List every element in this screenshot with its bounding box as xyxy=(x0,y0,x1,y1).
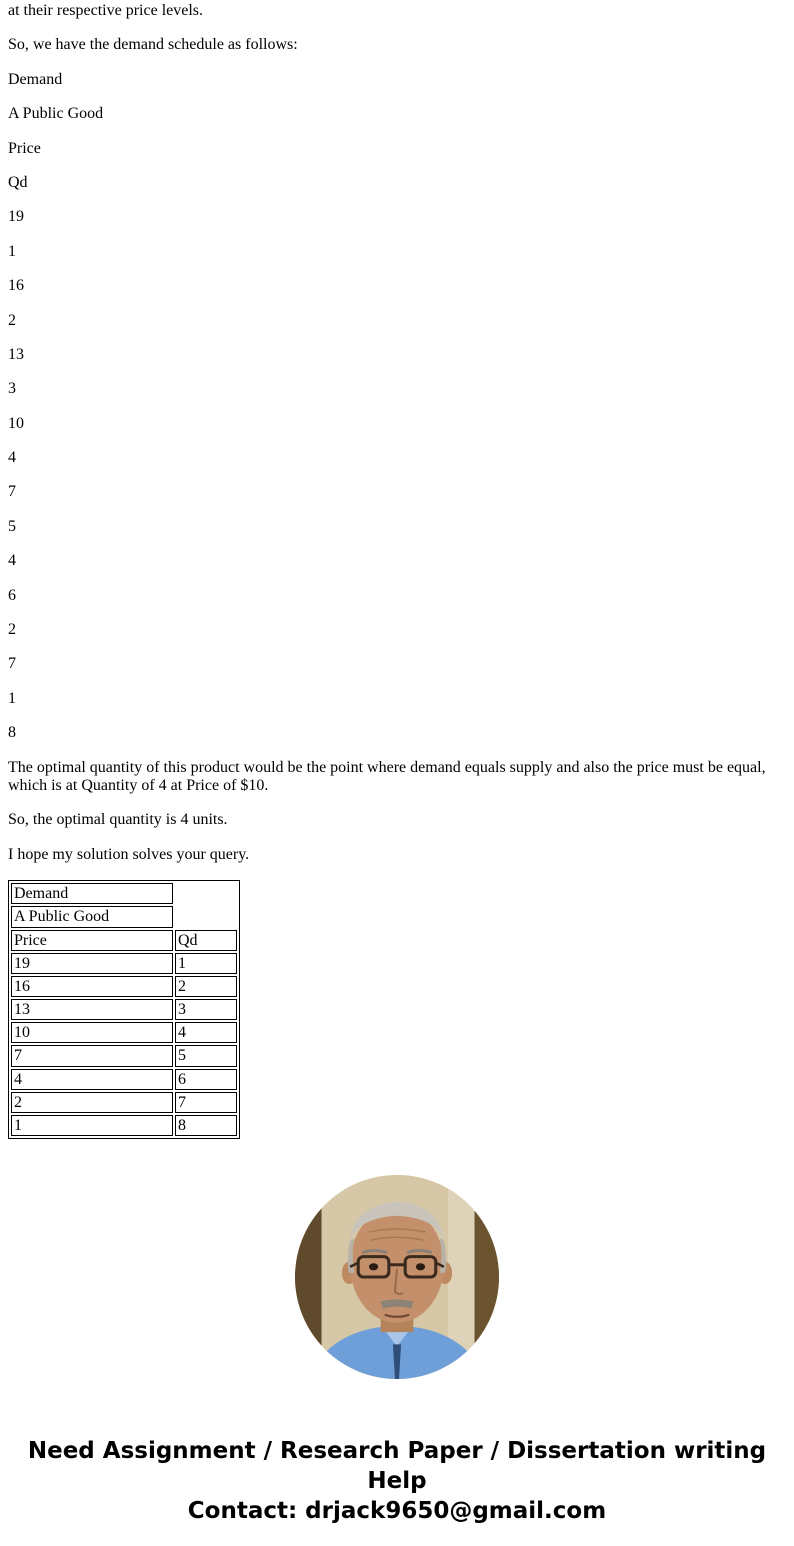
schedule-line: Qd xyxy=(8,173,28,191)
footer-banner xyxy=(12,1436,782,1526)
table-cell: 1 xyxy=(175,953,237,974)
table-row xyxy=(11,1022,237,1043)
footer-heading: Need Assignment / Research Paper / Dissertation writing Help xyxy=(27,1438,767,1495)
table-cell: 13 xyxy=(11,999,173,1020)
table-cell: 1 xyxy=(11,1115,173,1136)
table-cell: 5 xyxy=(175,1045,237,1066)
table-row xyxy=(11,883,237,904)
schedule-line: A Public Good xyxy=(8,105,104,123)
schedule-line: 2 xyxy=(8,311,16,329)
schedule-line: Price xyxy=(8,139,41,157)
tutor-photo xyxy=(295,1175,499,1379)
schedule-line: 6 xyxy=(8,586,16,604)
table-cell: 3 xyxy=(175,999,237,1020)
table-row xyxy=(11,1115,237,1136)
schedule-line: 5 xyxy=(8,517,16,535)
table-cell: 6 xyxy=(175,1069,237,1090)
schedule-line: 7 xyxy=(8,655,16,673)
schedule-line: 3 xyxy=(8,380,16,398)
schedule-line: 7 xyxy=(8,483,16,501)
table-cell: 16 xyxy=(11,976,173,997)
schedule-line: 10 xyxy=(8,414,24,432)
table-row xyxy=(11,1045,237,1066)
schedule-line: 13 xyxy=(8,345,24,363)
table-cell-empty xyxy=(175,883,237,904)
paragraph-intro-partial: at their respective price levels. xyxy=(8,2,204,19)
avatar-container xyxy=(8,1175,786,1384)
paragraph-closing: I hope my solution solves your query. xyxy=(8,845,250,863)
table-row xyxy=(11,999,237,1020)
schedule-line: 1 xyxy=(8,689,16,707)
table-cell: 19 xyxy=(11,953,173,974)
table-cell: 2 xyxy=(11,1092,173,1113)
schedule-line: 4 xyxy=(8,552,16,570)
paragraph-optimal-units: So, the optimal quantity is 4 units. xyxy=(8,811,228,829)
table-row xyxy=(11,1092,237,1113)
table-cell-header: Qd xyxy=(175,930,237,951)
footer-contact: Contact: drjack9650@gmail.com xyxy=(187,1498,607,1525)
table-cell: 10 xyxy=(11,1022,173,1043)
demand-schedule-table xyxy=(8,880,240,1139)
table-cell: 7 xyxy=(11,1045,173,1066)
table-cell-title: A Public Good xyxy=(11,906,173,927)
table-cell: 8 xyxy=(175,1115,237,1136)
schedule-line: 1 xyxy=(8,242,16,260)
table-cell: 2 xyxy=(175,976,237,997)
table-row xyxy=(11,953,237,974)
schedule-line: 8 xyxy=(8,724,16,742)
tutor-photo-illustration xyxy=(295,1175,499,1379)
schedule-line: 4 xyxy=(8,449,16,467)
table-row xyxy=(11,1069,237,1090)
table-cell: 4 xyxy=(11,1069,173,1090)
paragraph-schedule-intro: So, we have the demand schedule as follows: xyxy=(8,36,298,54)
schedule-line: 19 xyxy=(8,208,24,226)
table-row xyxy=(11,906,237,927)
table-cell: 4 xyxy=(175,1022,237,1043)
paragraph-optimal: The optimal quantity of this product would be the point where demand equals supply and also the price must be equal, which is at Quantity of 4 at Price of $10. xyxy=(8,758,766,794)
table-cell-title: Demand xyxy=(11,883,173,904)
table-cell-empty xyxy=(175,906,237,927)
schedule-line: 2 xyxy=(8,621,16,639)
table-cell: 7 xyxy=(175,1092,237,1113)
table-cell-header: Price xyxy=(11,930,173,951)
table-row xyxy=(11,976,237,997)
schedule-line: 16 xyxy=(8,277,24,295)
schedule-line: Demand xyxy=(8,70,63,88)
table-row xyxy=(11,930,237,951)
